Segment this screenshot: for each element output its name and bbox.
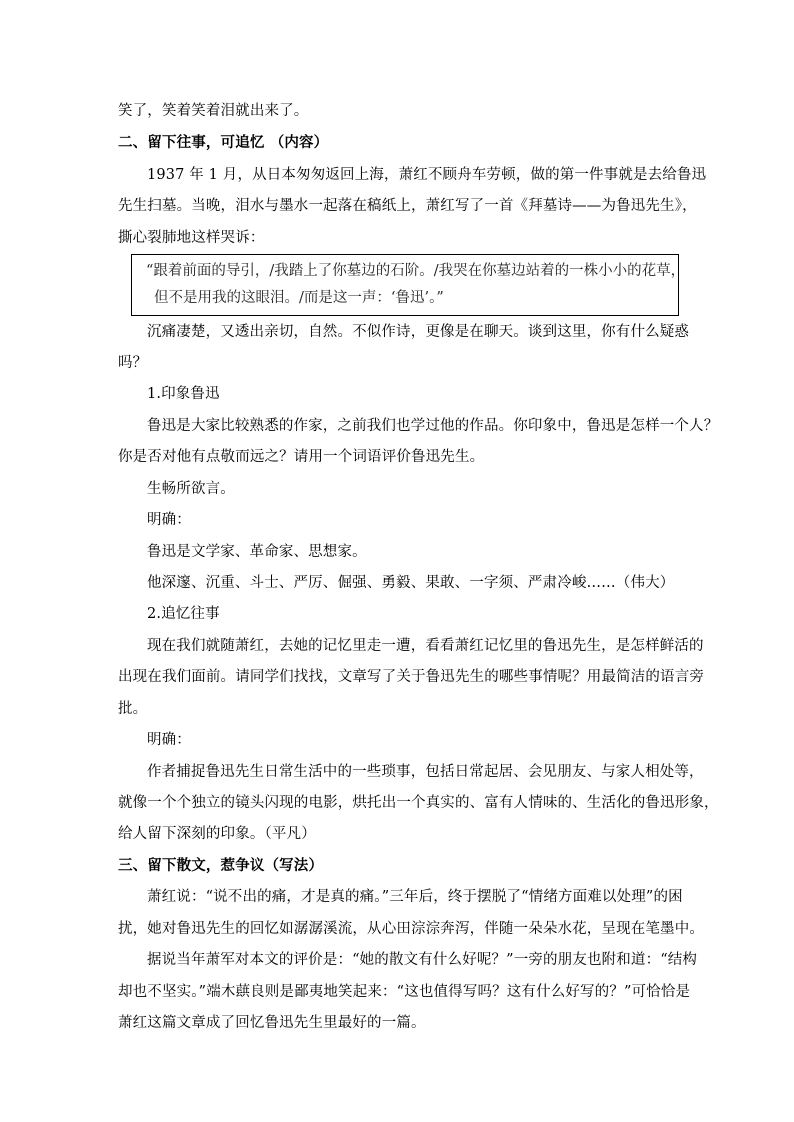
subsection-2-title: 2.追忆往事	[147, 606, 220, 622]
para-5-answer-label: 明确：	[147, 512, 191, 528]
para-1-line-2: 先生扫墓。当晚，泪水与墨水一起落在稿纸上，萧红写了一首《拜墓诗——为鲁迅先生》，	[118, 198, 697, 214]
para-10-line-2: 就像一个个独立的镜头闪现的电影，烘托出一个真实的、富有人情味的、生活化的鲁迅形象，	[118, 795, 719, 811]
poem-line-2: 但不是用我的这眼泪。/而是这一声：‘鲁迅’。”	[154, 290, 444, 306]
para-11-line-2: 扰，她对鲁迅先生的回忆如潺潺溪流，从心田淙淙奔泻，伴随一朵朵水花，呈现在笔墨中。	[118, 921, 704, 937]
section-heading-2: 二、留下往事，可追忆 （内容）	[118, 134, 329, 151]
para-7: 他深邃、沉重、斗士、严厉、倔强、勇毅、果敢、一字须、严肃冷峻……（伟大）	[147, 575, 675, 591]
para-1-line-1: 1937 年 1 月，从日本匆匆返回上海，萧红不顾舟车劳顿，做的第一件事就是去给鲁迅	[147, 167, 707, 183]
para-3-line-1: 鲁迅是大家比较熟悉的作家，之前我们也学过他的作品。你印象中，鲁迅是怎样一个人？	[147, 418, 719, 434]
para-12-line-2: 却也不坚实。”端木蕻良则是鄙夷地笑起来：“这也值得写吗？这有什么好写的？”可恰恰是	[118, 984, 691, 1000]
para-9-answer-label: 明确：	[147, 732, 191, 748]
para-12-line-1: 据说当年萧军对本文的评价是：“她的散文有什么好呢？”一旁的朋友也附和道：“结构	[147, 952, 698, 968]
subsection-1-title: 1.印象鲁迅	[147, 386, 220, 402]
para-4: 生畅所欲言。	[147, 481, 235, 497]
para-2-line-1: 沉痛凄楚，又透出亲切，自然。不似作诗，更像是在聊天。谈到这里，你有什么疑惑	[147, 324, 690, 340]
para-8-line-1: 现在我们就随萧红，去她的记忆里走一遭，看看萧红记忆里的鲁迅先生，是怎样鲜活的	[147, 638, 704, 654]
section-heading-3: 三、留下散文，惹争议（写法）	[118, 857, 324, 874]
para-10-line-3: 给人留下深刻的印象。（平凡）	[118, 826, 316, 842]
poem-line-1: “跟着前面的导引，/我踏上了你墓边的石阶。/我哭在你墓边站着的一株小小的花草，	[146, 263, 686, 279]
poem-quote-box	[131, 254, 686, 316]
line-intro: 笑了，笑着笑着泪就出来了。	[118, 103, 309, 119]
para-12-line-3: 萧红这篇文章成了回忆鲁迅先生里最好的一篇。	[118, 1015, 426, 1031]
para-1-line-3: 撕心裂肺地这样哭诉：	[118, 230, 265, 246]
para-11-line-1: 萧红说：“说不出的痛，才是真的痛。”三年后，终于摆脱了“情绪方面难以处理”的困	[147, 889, 683, 905]
para-8-line-3: 批。	[118, 701, 148, 717]
para-6: 鲁迅是文学家、革命家、思想家。	[147, 544, 367, 560]
para-8-line-2: 出现在我们面前。请同学们找找，文章写了关于鲁迅先生的哪些事情呢？用最简洁的语言旁	[118, 669, 704, 685]
para-3-line-2: 你是否对他有点敬而远之？请用一个词语评价鲁迅先生。	[118, 449, 485, 465]
para-10-line-1: 作者捕捉鲁迅先生日常生活中的一些琐事，包括日常起居、会见朋友、与家人相处等，	[147, 764, 704, 780]
para-2-line-2: 吗？	[118, 355, 148, 371]
